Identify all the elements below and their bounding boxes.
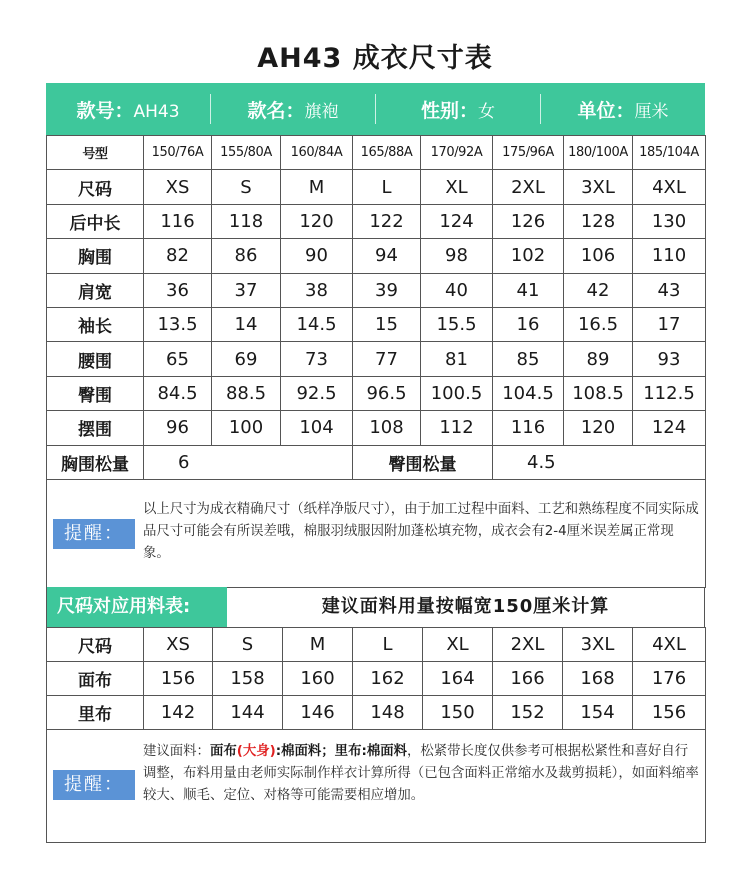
fabric-table-title: 尺码对应用料表: <box>47 587 227 627</box>
table-cell: 164 <box>423 662 493 696</box>
table-row <box>47 239 706 273</box>
table-cell: 120 <box>281 204 353 238</box>
fabric-reminder-badge: 提醒： <box>53 770 135 800</box>
fabric-reminder-box <box>46 729 706 843</box>
table-cell: 65 <box>144 342 212 376</box>
table-row <box>47 411 706 445</box>
style-name-field <box>211 96 375 123</box>
table-cell: 102 <box>493 239 564 273</box>
table-row <box>47 376 706 410</box>
fabric-material-spec: :棉面料；里布:棉面料 <box>275 744 407 759</box>
table-cell: 3XL <box>563 628 633 662</box>
unit-value: 厘米 <box>634 101 669 122</box>
fabric-width-note: 建议面料用量按幅宽150厘米计算 <box>321 596 610 617</box>
table-cell: 160/84A <box>281 136 353 170</box>
fabric-table <box>46 627 706 730</box>
row-header: 腰围 <box>47 342 144 376</box>
size-table <box>46 135 706 480</box>
table-cell: 112.5 <box>633 376 706 410</box>
table-cell: 156 <box>144 662 213 696</box>
gender-value: 女 <box>478 101 495 122</box>
chest-ease-value: 6 <box>144 445 353 479</box>
table-cell: 2XL <box>493 628 563 662</box>
table-cell: 116 <box>144 204 212 238</box>
table-cell: 90 <box>281 239 353 273</box>
fabric-suggestion-label: 建议面料： <box>143 744 210 759</box>
reminder-box <box>46 480 706 588</box>
table-cell: 108 <box>353 411 421 445</box>
row-header: 号型 <box>47 136 144 170</box>
style-name-label: 款名： <box>247 99 305 122</box>
table-cell: 180/100A <box>564 136 633 170</box>
unit-field <box>541 96 705 123</box>
table-cell: 86 <box>212 239 281 273</box>
table-cell: 112 <box>421 411 493 445</box>
table-cell: 88.5 <box>212 376 281 410</box>
row-header: 袖长 <box>47 307 144 341</box>
table-cell: L <box>353 628 423 662</box>
table-row <box>47 662 706 696</box>
table-cell: 108.5 <box>564 376 633 410</box>
table-cell: 89 <box>564 342 633 376</box>
table-cell: 16 <box>493 307 564 341</box>
table-row <box>47 273 706 307</box>
table-cell: 38 <box>281 273 353 307</box>
row-header: 尺码 <box>47 170 144 204</box>
table-cell: 122 <box>353 204 421 238</box>
table-cell: 124 <box>421 204 493 238</box>
table-row <box>47 204 706 238</box>
reminder-badge: 提醒： <box>53 519 135 549</box>
table-cell: XL <box>421 170 493 204</box>
table-row <box>47 170 706 204</box>
table-cell: 100 <box>212 411 281 445</box>
table-cell: 170/92A <box>421 136 493 170</box>
table-cell: S <box>213 628 283 662</box>
table-cell: 41 <box>493 273 564 307</box>
table-cell: 13.5 <box>144 307 212 341</box>
table-cell: 152 <box>493 696 563 730</box>
table-row <box>47 342 706 376</box>
table-cell: XL <box>423 628 493 662</box>
table-cell: 162 <box>353 662 423 696</box>
fabric-outer-label: 面布 <box>209 744 237 759</box>
table-cell: 160 <box>283 662 353 696</box>
table-cell: 84.5 <box>144 376 212 410</box>
table-cell: 110 <box>633 239 706 273</box>
table-cell: 120 <box>564 411 633 445</box>
table-cell: 43 <box>633 273 706 307</box>
table-cell: 93 <box>633 342 706 376</box>
hip-ease-value: 4.5 <box>493 445 706 479</box>
row-header: 尺码 <box>47 628 144 662</box>
table-cell: 4XL <box>633 628 706 662</box>
style-number-value: AH43 <box>133 101 180 122</box>
table-cell: 17 <box>633 307 706 341</box>
table-cell: 3XL <box>564 170 633 204</box>
info-bar <box>46 83 705 135</box>
table-cell: 14 <box>212 307 281 341</box>
unit-label: 单位： <box>577 99 635 122</box>
table-cell: 175/96A <box>493 136 564 170</box>
row-header: 后中长 <box>47 204 144 238</box>
table-cell: 42 <box>564 273 633 307</box>
row-header: 臀围 <box>47 376 144 410</box>
table-cell: 142 <box>144 696 213 730</box>
row-header: 肩宽 <box>47 273 144 307</box>
table-row <box>47 696 706 730</box>
table-cell: 128 <box>564 204 633 238</box>
table-cell: 69 <box>212 342 281 376</box>
row-header: 胸围 <box>47 239 144 273</box>
table-cell: 73 <box>281 342 353 376</box>
table-cell: 118 <box>212 204 281 238</box>
table-cell: 104.5 <box>493 376 564 410</box>
table-cell: 40 <box>421 273 493 307</box>
table-cell: 158 <box>213 662 283 696</box>
ease-row <box>47 445 706 479</box>
table-cell: 106 <box>564 239 633 273</box>
hip-ease-label: 臀围松量 <box>353 445 493 479</box>
table-cell: 154 <box>563 696 633 730</box>
table-cell: 36 <box>144 273 212 307</box>
table-cell: M <box>281 170 353 204</box>
table-cell: 144 <box>213 696 283 730</box>
fabric-body-highlight: (大身) <box>236 744 276 759</box>
table-cell: 4XL <box>633 170 706 204</box>
table-cell: 94 <box>353 239 421 273</box>
fabric-reminder-text <box>143 741 699 807</box>
table-cell: 165/88A <box>353 136 421 170</box>
table-cell: 116 <box>493 411 564 445</box>
table-cell: 148 <box>353 696 423 730</box>
table-cell: 85 <box>493 342 564 376</box>
table-cell: 82 <box>144 239 212 273</box>
fabric-reminder-detail: ，松紧带长度仅供参考可根据松紧性和喜好自行调整，布料用量由老师实际制作样衣计算所得（已包含面料正常缩水及裁剪损耗），如面料缩率较大、顺毛、定位、对格等可能需要相应增加。 <box>143 744 699 803</box>
page-title: AH43 成衣尺寸表 <box>257 43 493 74</box>
table-cell: XS <box>144 628 213 662</box>
table-cell: S <box>212 170 281 204</box>
table-row <box>47 628 706 662</box>
table-cell: 77 <box>353 342 421 376</box>
table-row <box>47 136 706 170</box>
table-cell: 146 <box>283 696 353 730</box>
row-header: 里布 <box>47 696 144 730</box>
table-cell: 100.5 <box>421 376 493 410</box>
table-cell: 92.5 <box>281 376 353 410</box>
table-cell: 150/76A <box>144 136 212 170</box>
table-cell: 185/104A <box>633 136 706 170</box>
fabric-header <box>46 587 705 627</box>
row-header: 摆围 <box>47 411 144 445</box>
gender-label: 性别： <box>420 99 478 122</box>
row-header: 面布 <box>47 662 144 696</box>
table-cell: XS <box>144 170 212 204</box>
table-cell: 104 <box>281 411 353 445</box>
table-cell: 2XL <box>493 170 564 204</box>
table-cell: 98 <box>421 239 493 273</box>
table-cell: 15.5 <box>421 307 493 341</box>
table-row <box>47 307 706 341</box>
table-cell: 81 <box>421 342 493 376</box>
gender-field <box>376 96 540 123</box>
table-cell: 37 <box>212 273 281 307</box>
table-cell: 150 <box>423 696 493 730</box>
table-cell: 155/80A <box>212 136 281 170</box>
table-cell: 16.5 <box>564 307 633 341</box>
style-number-label: 款号： <box>76 99 134 122</box>
table-cell: 96 <box>144 411 212 445</box>
table-cell: 168 <box>563 662 633 696</box>
chest-ease-label: 胸围松量 <box>47 445 144 479</box>
table-cell: 176 <box>633 662 706 696</box>
table-cell: L <box>353 170 421 204</box>
table-cell: 156 <box>633 696 706 730</box>
table-cell: 130 <box>633 204 706 238</box>
table-cell: 166 <box>493 662 563 696</box>
table-cell: 14.5 <box>281 307 353 341</box>
table-cell: 39 <box>353 273 421 307</box>
table-cell: 96.5 <box>353 376 421 410</box>
reminder-text: 以上尺寸为成衣精确尺寸（纸样净版尺寸），由于加工过程中面料、工艺和熟练程度不同实际成品尺寸可能会有所误差哦，棉服羽绒服因附加蓬松填充物，成衣会有2-4厘米误差属正常现象。 <box>143 502 699 561</box>
style-number-field <box>46 96 210 123</box>
table-cell: M <box>283 628 353 662</box>
table-cell: 126 <box>493 204 564 238</box>
style-name-value: 旗袍 <box>304 101 339 122</box>
table-cell: 15 <box>353 307 421 341</box>
table-cell: 124 <box>633 411 706 445</box>
